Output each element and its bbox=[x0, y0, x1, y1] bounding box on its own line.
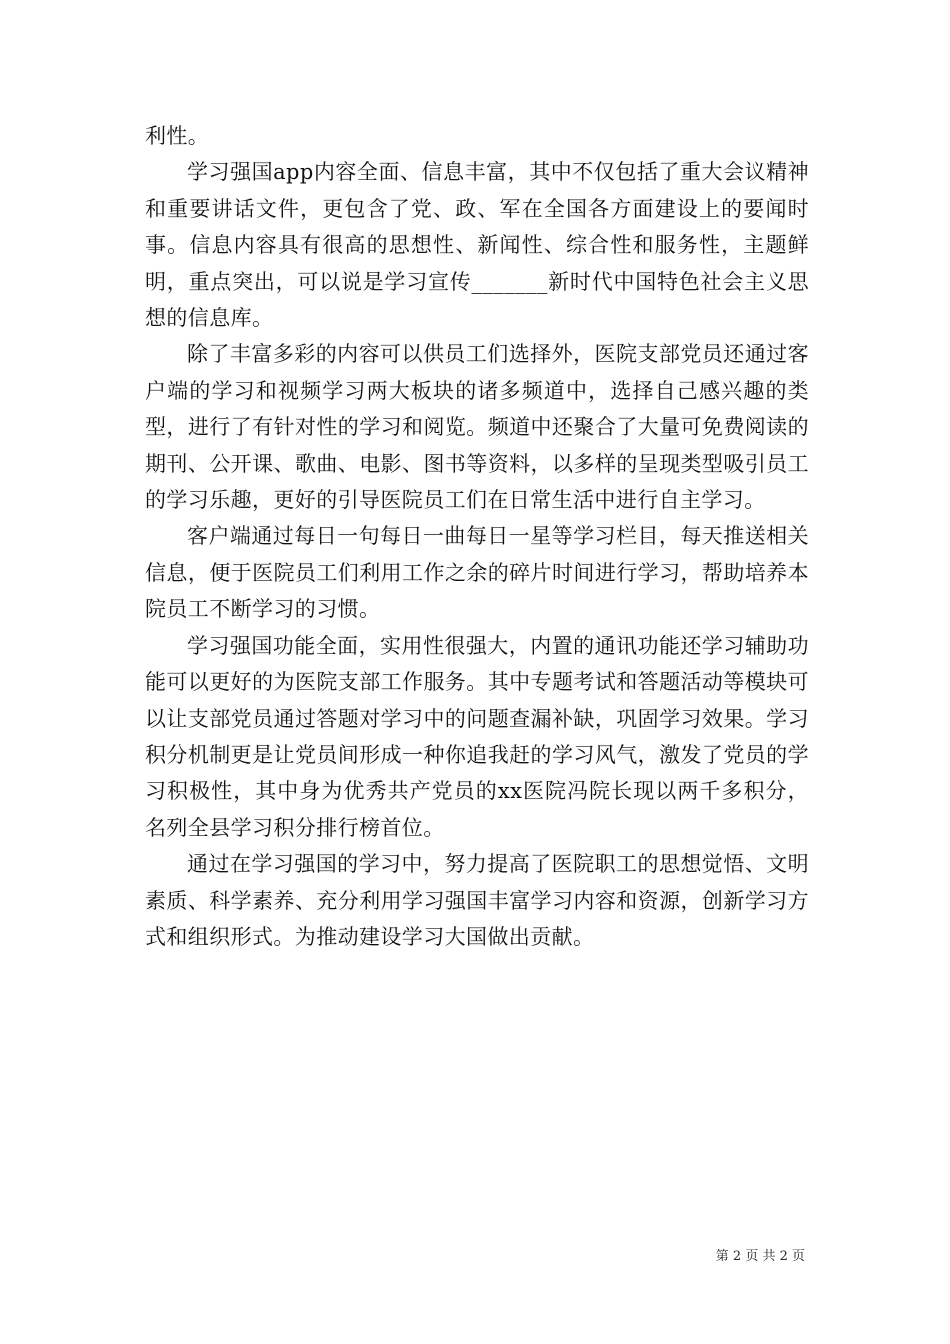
paragraph-4: 客户端通过每日一句每日一曲每日一星等学习栏目，每天推送相关信息，便于医院员工们利用工作之余的碎片时间进行学习，帮助培养本院员工不断学习的习惯。 bbox=[145, 524, 809, 622]
paragraph-2: 学习强国app内容全面、信息丰富，其中不仅包括了重大会议精神和重要讲话文件，更包含了党、政、军在全国各方面建设上的要闻时事。信息内容具有很高的思想性、新闻性、综合性和服务性，主题鲜明，重点突出，可以说是学习宣传_______新时代中国特色社会主义思想的信息库。 bbox=[145, 160, 809, 331]
paragraph-6: 通过在学习强国的学习中，努力提高了医院职工的思想觉悟、文明素质、科学素养、充分利用学习强国丰富学习内容和资源，创新学习方式和组织形式。为推动建设学习大国做出贡献。 bbox=[145, 852, 809, 949]
paragraph-1: 利性。 bbox=[145, 124, 210, 148]
page-footer: 第 2 页 共 2 页 bbox=[715, 1249, 805, 1264]
document-body bbox=[145, 118, 809, 955]
paragraph-3: 除了丰富多彩的内容可以供员工们选择外，医院支部党员还通过客户端的学习和视频学习两大板块的诸多频道中，选择自己感兴趣的类型，进行了有针对性的学习和阅览。频道中还聚合了大量可免费阅读的期刊、公开课、歌曲、电影、图书等资料，以多样的呈现类型吸引员工的学习乐趣，更好的引导医院员工们在日常生活中进行自主学习。 bbox=[145, 342, 809, 513]
paragraph-5: 学习强国功能全面，实用性很强大，内置的通讯功能还学习辅助功能可以更好的为医院支部工作服务。其中专题考试和答题活动等模块可以让支部党员通过答题对学习中的问题查漏补缺，巩固学习效果。学习积分机制更是让党员间形成一种你追我赶的学习风气，激发了党员的学习积极性，其中身为优秀共产党员的xx医院冯院长现以两千多积分，名列全县学习积分排行榜首位。 bbox=[145, 633, 809, 840]
